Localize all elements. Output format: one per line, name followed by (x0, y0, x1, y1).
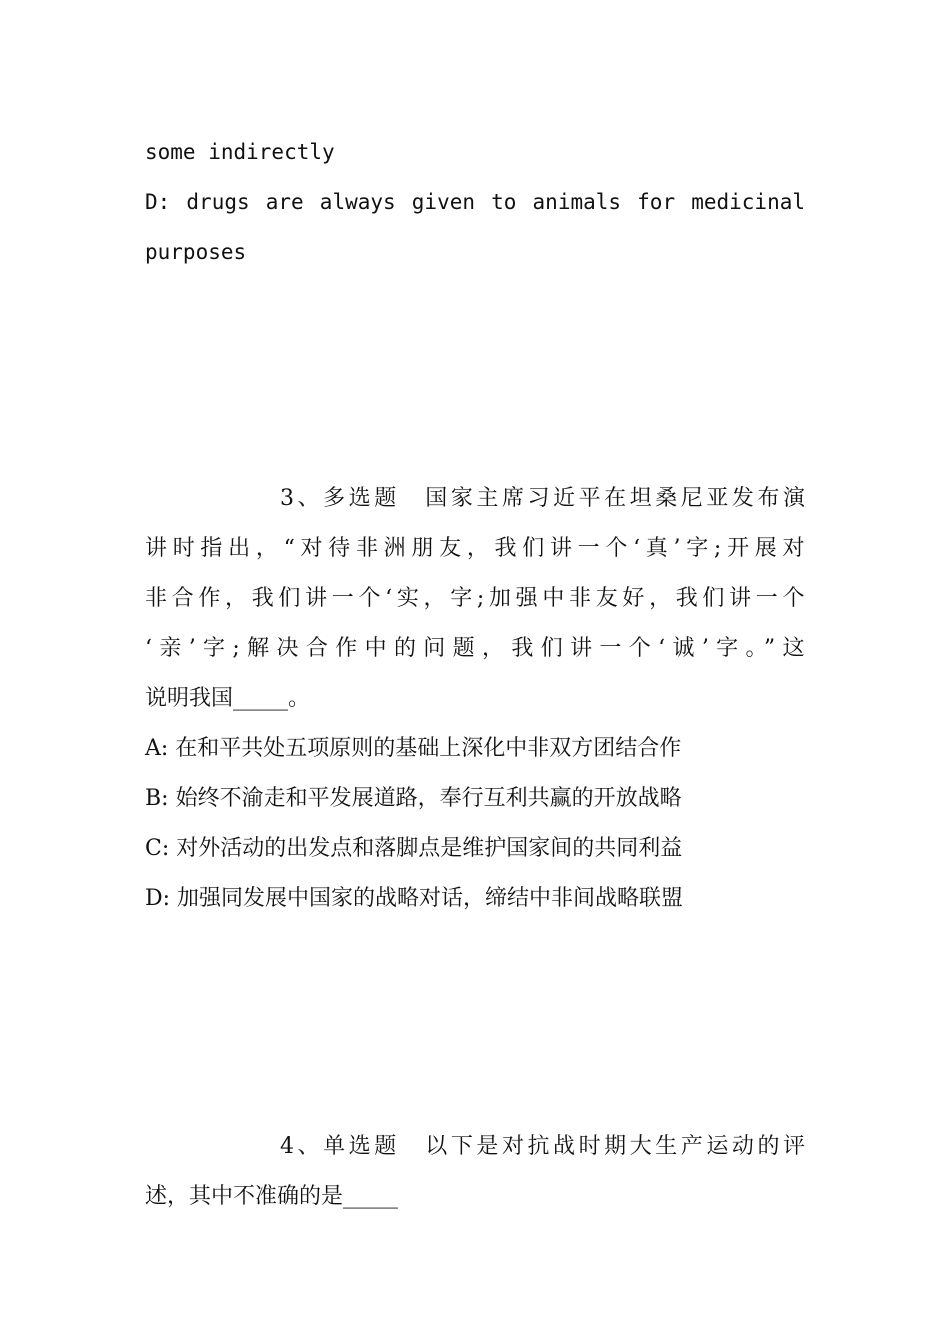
question-3-option-b: B: 始终不渝走和平发展道路，奉行互利共赢的开放战略 (145, 786, 682, 811)
question-3-stem-line-4: ‘亲’字;解决合作中的问题，我们讲一个‘诚’字。”这 (145, 636, 805, 661)
prev-option-d-line2: purposes (145, 240, 247, 264)
question-3-option-a: A: 在和平共处五项原则的基础上深化中非双方团结合作 (145, 736, 682, 761)
question-3-option-c: C: 对外活动的出发点和落脚点是维护国家间的共同利益 (145, 836, 683, 861)
question-3-stem-line-3: 非合作，我们讲一个‘实，字;加强中非友好，我们讲一个 (145, 586, 805, 611)
question-3-option-d: D: 加强同发展中国家的战略对话，缔结中非间战略联盟 (145, 886, 684, 911)
question-3-heading: 3、多选题 国家主席习近平在坦桑尼亚发布演 (280, 486, 805, 511)
question-4-heading: 4、单选题 以下是对抗战时期大生产运动的评 (280, 1134, 805, 1159)
question-3-stem-line-2: 讲时指出，“对待非洲朋友，我们讲一个‘真’字;开展对 (145, 536, 805, 561)
prev-option-c-tail: some indirectly (145, 140, 335, 164)
question-4-stem-line-2: 述，其中不准确的是_____ (145, 1184, 399, 1209)
prev-option-d-line1: D: drugs are always given to animals for medicinal (145, 190, 805, 214)
question-3-stem-line-5: 说明我国_____。 (145, 686, 311, 711)
